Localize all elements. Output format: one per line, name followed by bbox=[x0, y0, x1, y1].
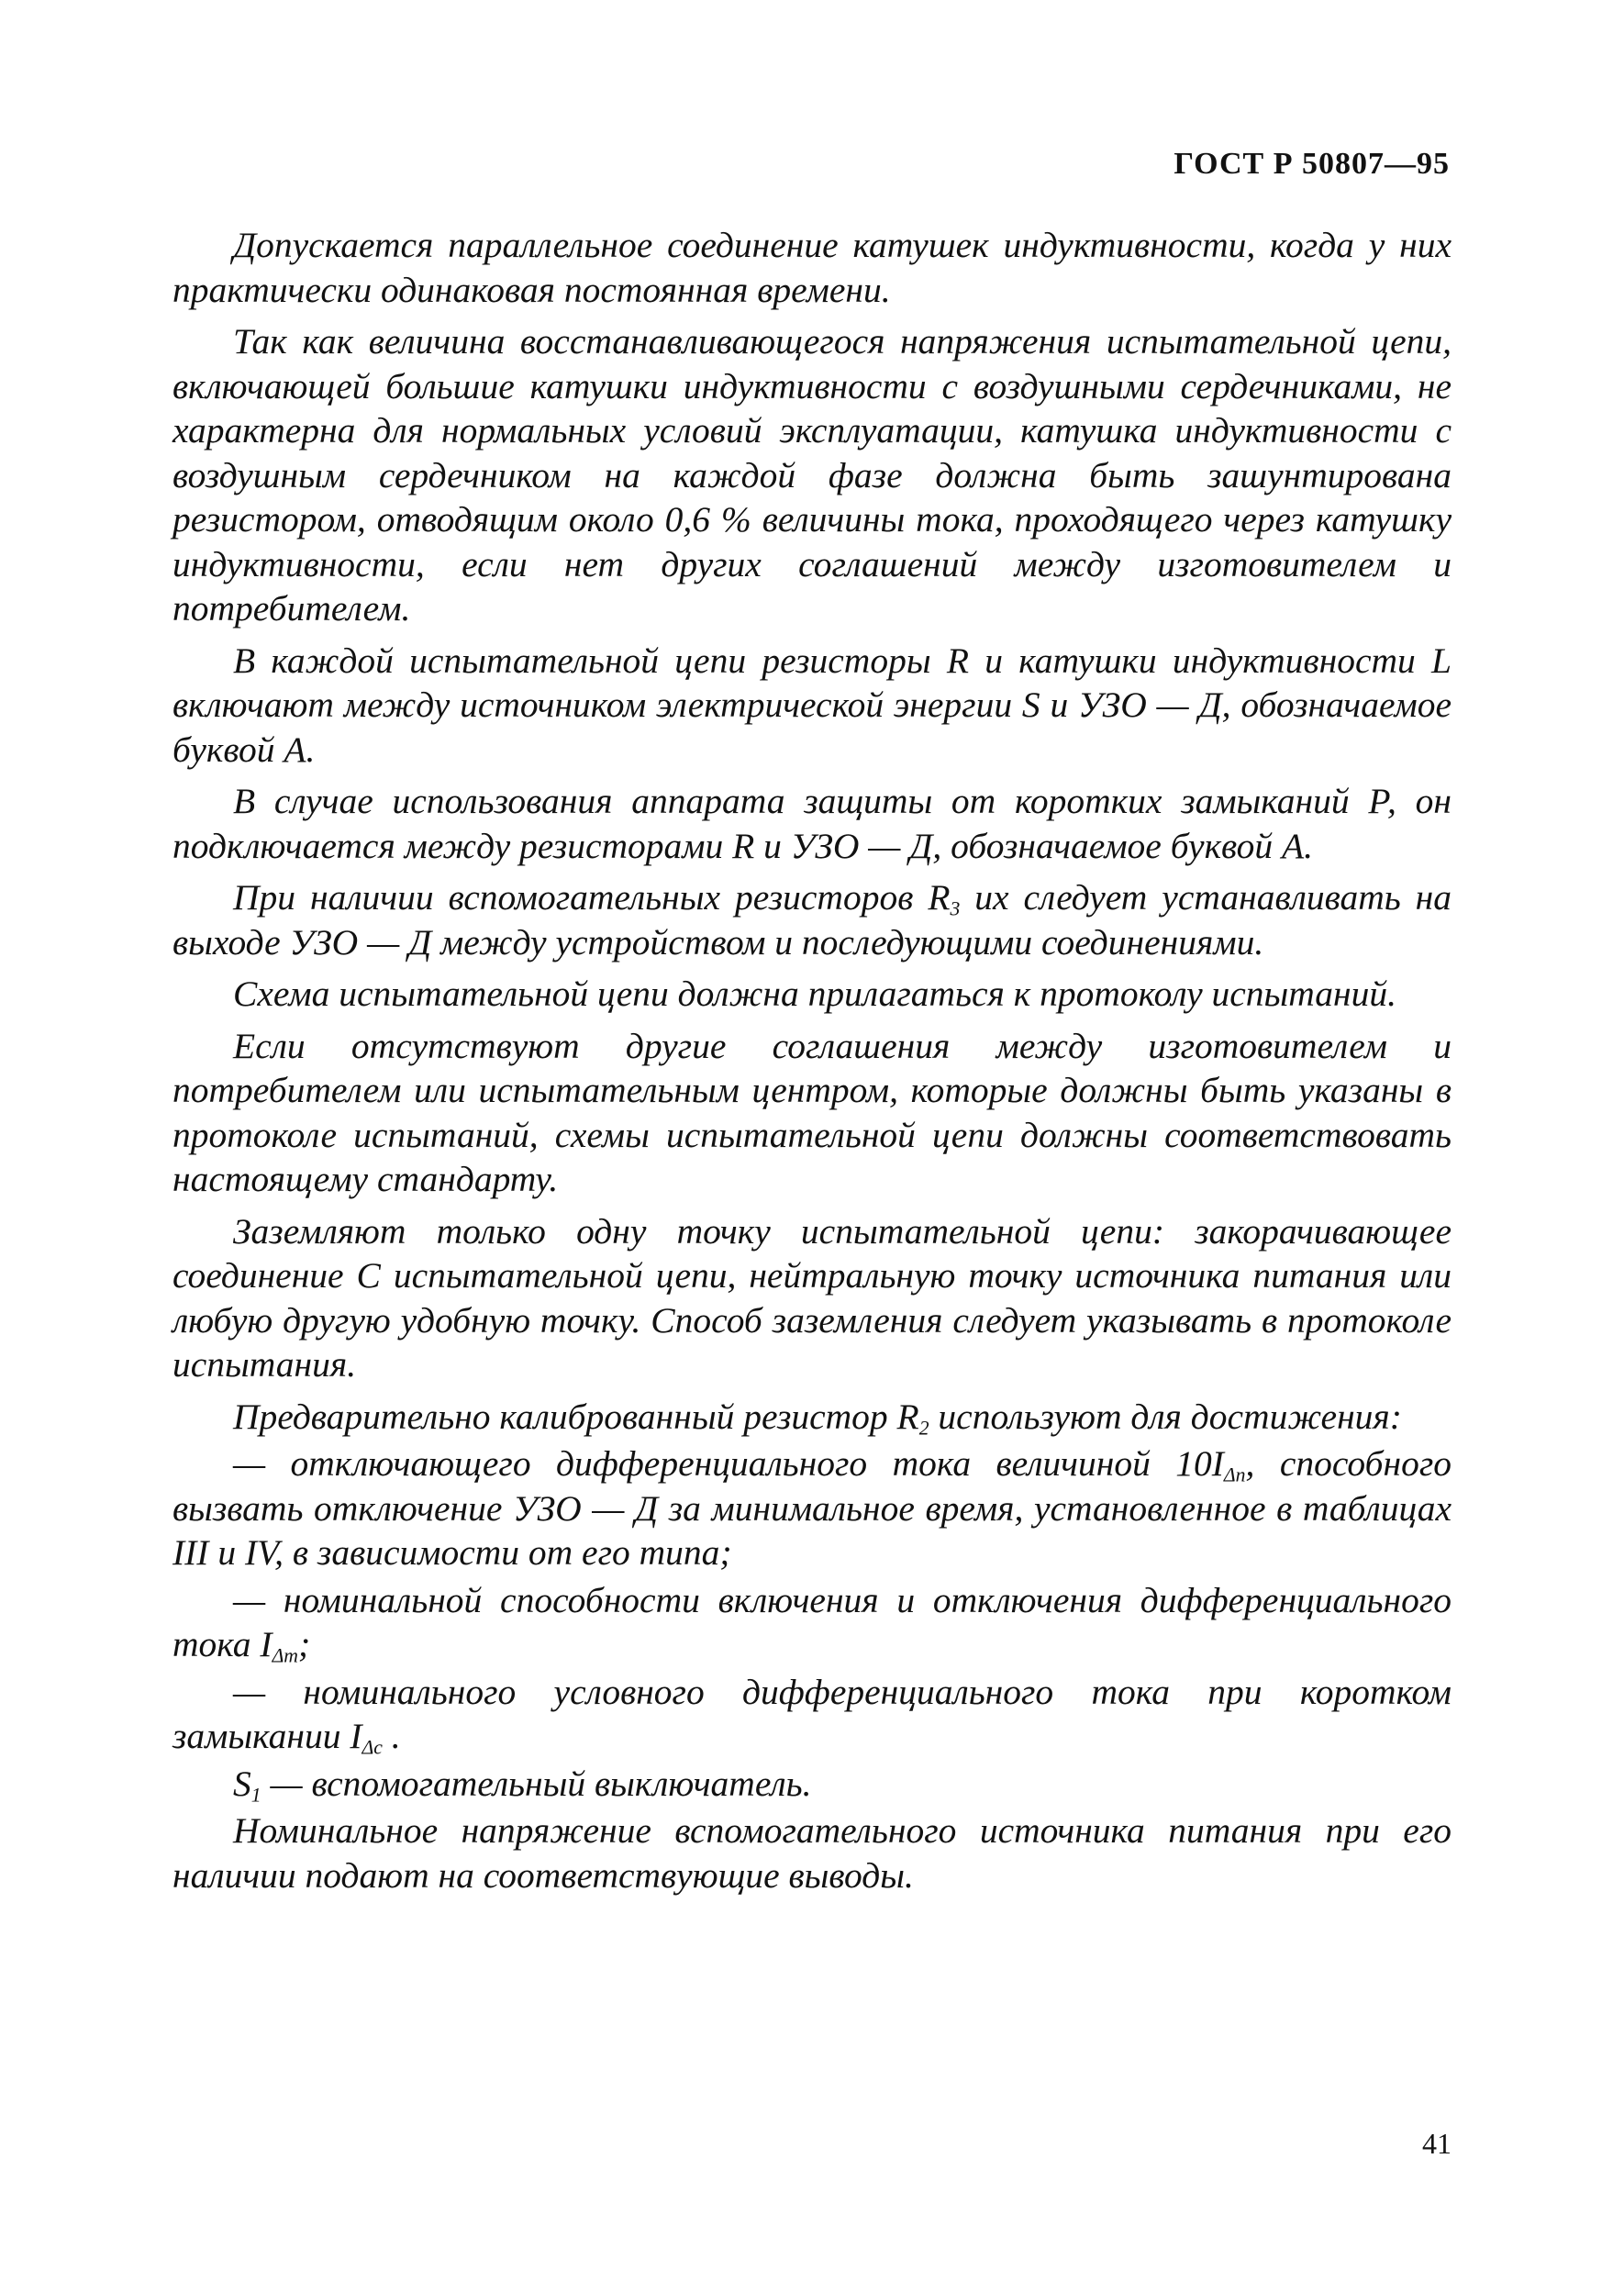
paragraph: Если отсутствуют другие соглашения между изготовителем и потребителем или испытательным центром, которые должны быть указаны в протоколе испытаний, схемы испытательной цепи должны соответствовать настоящему стандарту. bbox=[172, 1025, 1452, 1199]
paragraph bbox=[172, 1578, 1452, 1667]
text-run: При наличии вспомогательных резисторов R bbox=[233, 877, 951, 918]
paragraph: В каждой испытательной цепи резисторы R и катушки индуктивности L включают между источником электрической энергии S и УЗО — Д, обозначаемое буквой А. bbox=[172, 640, 1452, 770]
paragraph bbox=[172, 1762, 1452, 1807]
paragraph: Схема испытательной цепи должна прилагаться к протоколу испытаний. bbox=[233, 974, 1396, 1014]
paragraph bbox=[172, 875, 1452, 964]
text-run: — вспомогательный выключатель. bbox=[261, 1763, 812, 1804]
text-run: — номинальной способности включения и отключения дифференциального тока I bbox=[172, 1579, 1452, 1664]
standard-header: ГОСТ Р 50807—95 bbox=[1174, 147, 1450, 181]
text-run: — номинального условного дифференциального тока при коротком замыкании I bbox=[172, 1671, 1452, 1756]
subscript: Δn bbox=[1223, 1463, 1246, 1486]
paragraph bbox=[172, 1441, 1452, 1575]
text-run: их следует устанавливать на выходе УЗО — Д между устройством и последующими соединениями. bbox=[172, 877, 1452, 962]
document-body bbox=[172, 223, 1452, 1897]
paragraph: Заземляют только одну точку испытательной цепи: закорачивающее соединение С испытательной цепи, нейтральную точку источника питания или любую другую удобную точку. Способ заземления следует указывать в протоколе испытания. bbox=[172, 1210, 1452, 1385]
text-run: S bbox=[233, 1763, 251, 1804]
subscript: 1 bbox=[250, 1784, 261, 1807]
paragraph: Так как величина восстанавливающегося напряжения испытательной цепи, включающей большие катушки индуктивности с воздушными сердечниками, не характерна для нормальных условий эксплуатации, катушка индуктивности с воздушным сердечником на каждой фазе должна быть зашунтирована резистором, отводящим около 0,6 % величины тока, проходящего через катушку индуктивности, если нет других соглашений между изготовителем и потребителем. bbox=[172, 321, 1452, 629]
subscript: 2 bbox=[918, 1417, 929, 1440]
paragraph: В случае использования аппарата защиты от коротких замыканий Р, он подключается между резисторами R и УЗО — Д, обозначаемое буквой А. bbox=[172, 781, 1452, 866]
subscript: 3 bbox=[950, 897, 961, 920]
paragraph bbox=[172, 1670, 1452, 1759]
text-run: используют для достижения: bbox=[929, 1396, 1402, 1437]
text-run: . bbox=[382, 1716, 401, 1756]
paragraph bbox=[172, 1395, 1452, 1440]
text-run: ; bbox=[298, 1624, 311, 1664]
subscript: Δc bbox=[362, 1736, 383, 1759]
text-run: , способного вызвать отключение УЗО — Д за минимальное время, установленное в таблицах III и IV, в зависимости от его типа; bbox=[172, 1443, 1452, 1573]
paragraph: Допускается параллельное соединение катушек индуктивности, когда у них практически одинаковая постоянная времени. bbox=[172, 225, 1452, 310]
text-run: Предварительно калиброванный резистор R bbox=[233, 1396, 919, 1437]
page-number: 41 bbox=[1422, 2127, 1452, 2160]
text-run: — отключающего дифференциального тока величиной 10I bbox=[233, 1443, 1224, 1484]
paragraph: Номинальное напряжение вспомогательного источника питания при его наличии подают на соответствующие выводы. bbox=[172, 1810, 1452, 1896]
subscript: Δm bbox=[272, 1644, 298, 1667]
